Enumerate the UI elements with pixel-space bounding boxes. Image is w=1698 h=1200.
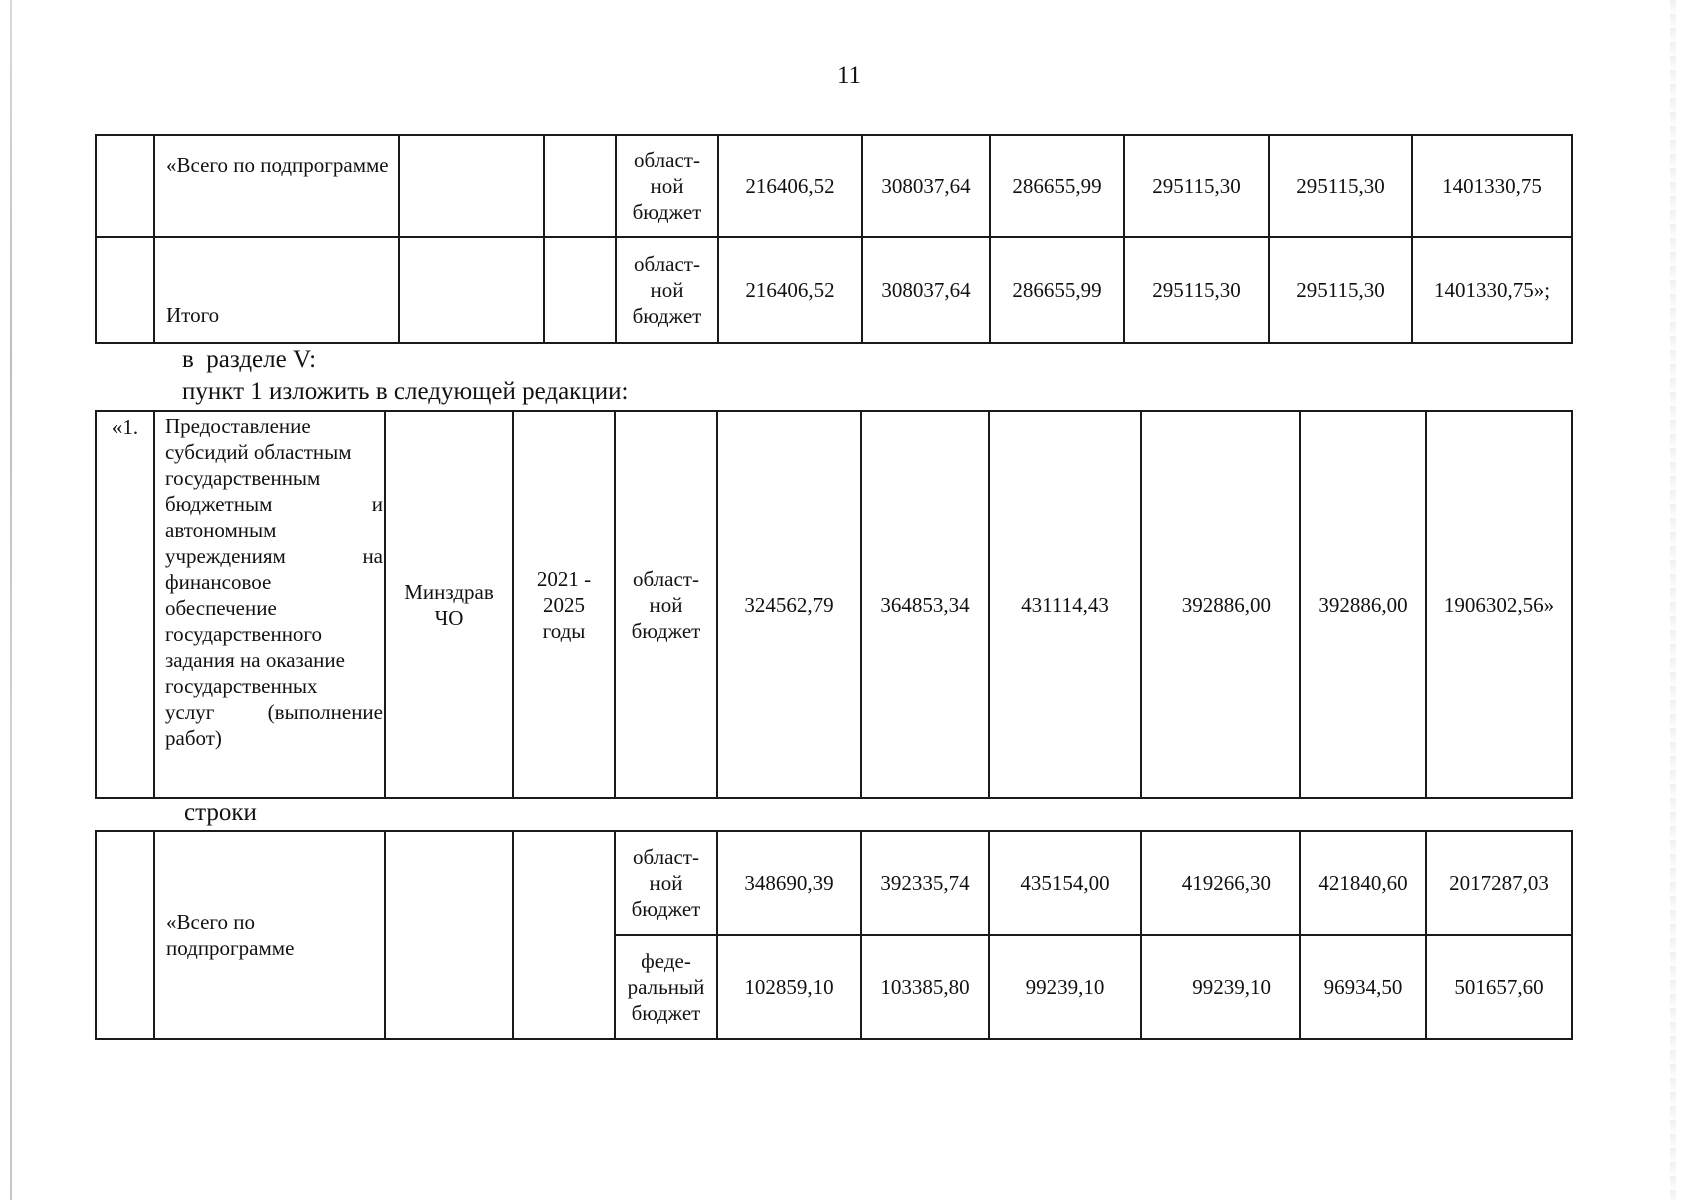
name-line: государственных (165, 674, 318, 698)
name-line (165, 699, 383, 725)
period-line: 2021 - (536, 566, 592, 591)
cell-num (96, 831, 154, 1039)
source-line: бюджет (632, 304, 702, 328)
name-word: на (362, 544, 383, 568)
name-line: обеспечение (165, 596, 277, 620)
cell-value: 324562,79 (717, 411, 861, 798)
cell-value: 431114,43 (989, 411, 1141, 798)
source-line: област- (634, 252, 700, 276)
scan-edge-left (10, 0, 12, 1200)
table-subprogram-totals (95, 134, 1573, 344)
cell-value: 421840,60 (1300, 831, 1426, 935)
name-line: Предоставление (165, 414, 311, 438)
name-line (165, 543, 383, 569)
cell-value: 501657,60 (1426, 935, 1572, 1039)
name-word: и (371, 492, 383, 516)
source-line: бюджет (632, 200, 702, 224)
name-line: работ) (165, 726, 222, 750)
cell-value: 1906302,56» (1426, 411, 1572, 798)
name-line: государственным (165, 466, 321, 490)
cell-value: 364853,34 (861, 411, 989, 798)
cell-executor (399, 135, 544, 237)
executor-line: ЧО (434, 605, 464, 630)
source-line: ной (649, 592, 683, 617)
source-line: бюджет (631, 897, 701, 921)
table-item-1 (95, 410, 1573, 799)
page-number: 11 (836, 62, 862, 89)
rows-label: строки (184, 799, 257, 826)
cell-value: 392335,74 (861, 831, 989, 935)
name-line: государственного (165, 622, 323, 646)
cell-value: 1401330,75 (1412, 135, 1572, 237)
name-line (165, 491, 383, 517)
cell-period (544, 237, 616, 343)
cell-num: «1. (96, 411, 154, 798)
cell-value: 286655,99 (990, 237, 1124, 343)
source-line: област- (633, 566, 699, 591)
name-word: учреждениям (165, 544, 286, 568)
cell-value: 348690,39 (717, 831, 861, 935)
cell-value: 308037,64 (862, 135, 990, 237)
source-line: ной (650, 174, 684, 198)
table-row (96, 831, 1572, 935)
source-line: ной (650, 278, 684, 302)
table-row (96, 411, 1572, 798)
cell-source (616, 135, 718, 237)
name-word: услуг (165, 700, 215, 724)
cell-executor (399, 237, 544, 343)
name-line: субсидий областным (165, 440, 352, 464)
cell-period (513, 411, 615, 798)
cell-value: 286655,99 (990, 135, 1124, 237)
period-line: 2025 (543, 592, 585, 617)
cell-num (96, 237, 154, 343)
cell-value: 102859,10 (717, 935, 861, 1039)
cell-value: 295115,30 (1269, 135, 1412, 237)
cell-value: 1401330,75»; (1412, 237, 1572, 343)
cell-value: 103385,80 (861, 935, 989, 1039)
cell-value: 2017287,03 (1426, 831, 1572, 935)
cell-source (616, 237, 718, 343)
source-line: ральный (627, 975, 705, 999)
cell-executor (385, 831, 513, 1039)
source-line: област- (633, 845, 699, 869)
cell-value: 99239,10 (1141, 935, 1300, 1039)
cell-period (513, 831, 615, 1039)
cell-value: 99239,10 (989, 935, 1141, 1039)
section-heading: в разделе V: (182, 346, 317, 373)
instruction-text: пункт 1 изложить в следующей редакции: (182, 378, 629, 405)
source-line: област- (634, 148, 700, 172)
cell-value: 216406,52 (718, 135, 862, 237)
cell-period (544, 135, 616, 237)
cell-value: 392886,00 (1300, 411, 1426, 798)
scan-edge-right (1670, 0, 1676, 1200)
table-subprogram-totals-2 (95, 830, 1573, 1040)
name-word: (выполнение (267, 700, 383, 724)
source-line: феде- (641, 949, 691, 973)
cell-value: 419266,30 (1141, 831, 1300, 935)
executor-line: Минздрав (404, 579, 494, 604)
cell-num (96, 135, 154, 237)
cell-name: Итого (154, 237, 399, 343)
cell-value: 435154,00 (989, 831, 1141, 935)
cell-source (615, 831, 717, 935)
cell-name: «Всего по подпрограмме (154, 135, 399, 237)
name-word: бюджетным (165, 492, 273, 516)
source-line: ной (649, 871, 683, 895)
name-line: финансовое (165, 570, 272, 594)
source-line: бюджет (631, 1001, 701, 1025)
cell-executor (385, 411, 513, 798)
cell-value: 295115,30 (1124, 237, 1269, 343)
name-line: задания на оказание (165, 648, 345, 672)
period-line: годы (542, 618, 586, 643)
cell-name: «Всего по подпрограмме (154, 831, 385, 1039)
cell-value: 392886,00 (1141, 411, 1300, 798)
cell-value: 295115,30 (1269, 237, 1412, 343)
cell-source (615, 411, 717, 798)
source-line: бюджет (631, 618, 701, 643)
table-row (96, 135, 1572, 237)
cell-source (615, 935, 717, 1039)
cell-value: 308037,64 (862, 237, 990, 343)
cell-name (154, 411, 385, 798)
table-row (96, 237, 1572, 343)
cell-value: 295115,30 (1124, 135, 1269, 237)
cell-value: 96934,50 (1300, 935, 1426, 1039)
name-line: автономным (165, 518, 277, 542)
cell-value: 216406,52 (718, 237, 862, 343)
